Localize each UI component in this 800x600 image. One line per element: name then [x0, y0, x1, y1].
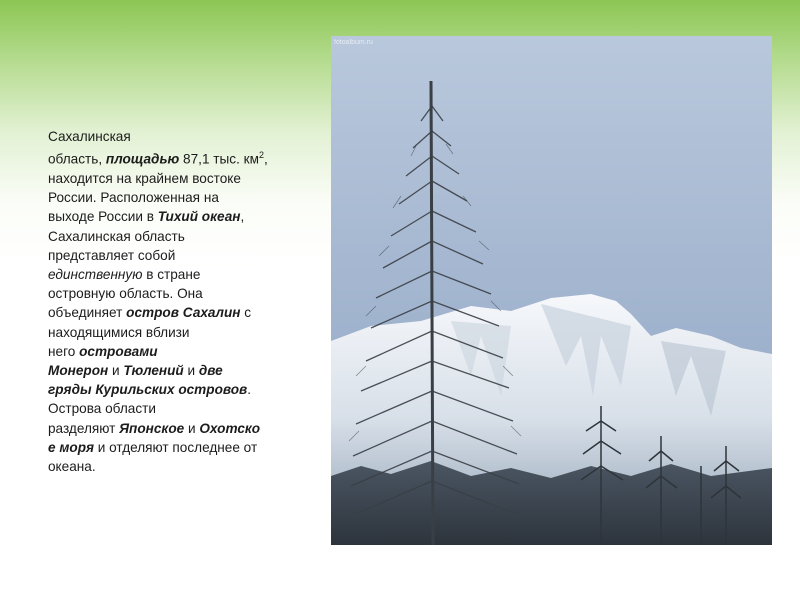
text-segment: него	[48, 343, 80, 359]
text-line: Сахалинская	[48, 129, 131, 144]
superscript: 2	[258, 150, 264, 161]
moneron-link[interactable]: Монерон	[48, 362, 109, 378]
islands-link[interactable]: островами	[79, 343, 158, 359]
text-segment: и	[108, 362, 124, 378]
sea-of-okhotsk-link-part2[interactable]: е моря	[48, 439, 95, 455]
pacific-ocean-link[interactable]: Тихий океан	[157, 209, 241, 225]
photo-watermark: fotoalbum.ru	[334, 39, 373, 46]
text-line: Сахалинская область	[48, 228, 185, 244]
text-segment: ,	[240, 209, 245, 225]
text-line: Острова области	[48, 401, 156, 417]
text-segment: и	[184, 420, 200, 436]
text-segment: и	[183, 362, 199, 378]
text-line: островную область. Она	[48, 286, 203, 302]
sakhalin-island-link[interactable]: остров Сахалин	[126, 305, 241, 321]
text-segment: объединяет	[48, 305, 127, 321]
text-segment: 87,1 тыс. км	[179, 151, 259, 167]
sea-of-okhotsk-link-part1[interactable]: Охотско	[199, 420, 261, 436]
text-segment: разделяют	[48, 420, 120, 436]
text-segment: область,	[48, 151, 106, 167]
text-segment: ,	[263, 151, 268, 167]
text-segment: .	[247, 382, 252, 398]
mountain-photo	[331, 36, 772, 545]
kuril-link-part2[interactable]: гряды Курильских островов	[48, 382, 248, 398]
area-link[interactable]: площадью	[105, 151, 180, 167]
text-segment: и отделяют последнее от	[94, 439, 258, 455]
text-line: находящимися вблизи	[48, 324, 190, 340]
text-line: России. Расположенная на	[48, 190, 219, 206]
text-segment: в стране	[142, 266, 201, 282]
tyuleniy-link[interactable]: Тюлений	[123, 362, 184, 378]
text-segment: выходе России в	[48, 209, 158, 225]
sea-of-japan-link[interactable]: Японское	[119, 420, 185, 436]
text-line: океана.	[48, 458, 96, 474]
emphasis-text: единственную	[48, 266, 143, 282]
text-line: представляет собой	[48, 247, 176, 263]
text-segment: с	[240, 305, 252, 321]
landscape-image	[331, 36, 772, 545]
text-line: находится на крайнем востоке	[48, 170, 241, 186]
slide-text	[48, 127, 306, 476]
kuril-link-part1[interactable]: две	[198, 362, 223, 378]
